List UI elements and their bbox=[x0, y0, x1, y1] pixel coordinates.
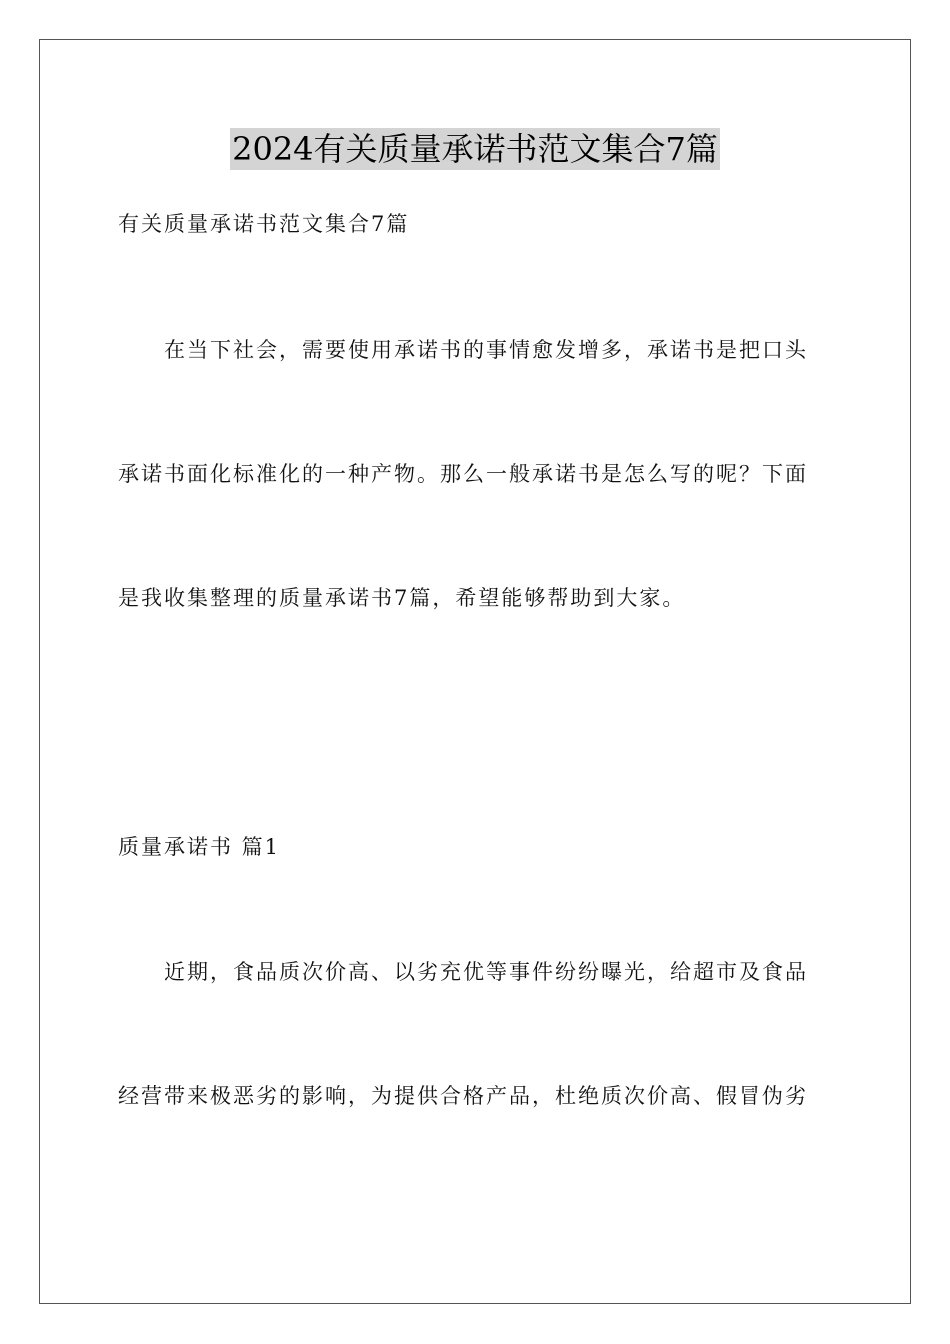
section-heading: 质量承诺书 篇1 bbox=[118, 835, 281, 859]
section-line-1: 近期，食品质次价高、以劣充优等事件纷纷曝光，给超市及食品 bbox=[164, 960, 808, 984]
document-title: 2024有关质量承诺书范文集合7篇 bbox=[232, 130, 718, 168]
section-line-2: 经营带来极恶劣的影响，为提供合格产品，杜绝质次价高、假冒伪劣 bbox=[118, 1084, 808, 1108]
subtitle: 有关质量承诺书范文集合7篇 bbox=[118, 212, 410, 236]
intro-line-2: 承诺书面化标准化的一种产物。那么一般承诺书是怎么写的呢？下面 bbox=[118, 462, 808, 486]
title-container bbox=[0, 128, 950, 170]
intro-line-3: 是我收集整理的质量承诺书7篇，希望能够帮助到大家。 bbox=[118, 586, 686, 610]
intro-line-1: 在当下社会，需要使用承诺书的事情愈发增多，承诺书是把口头 bbox=[164, 338, 808, 362]
